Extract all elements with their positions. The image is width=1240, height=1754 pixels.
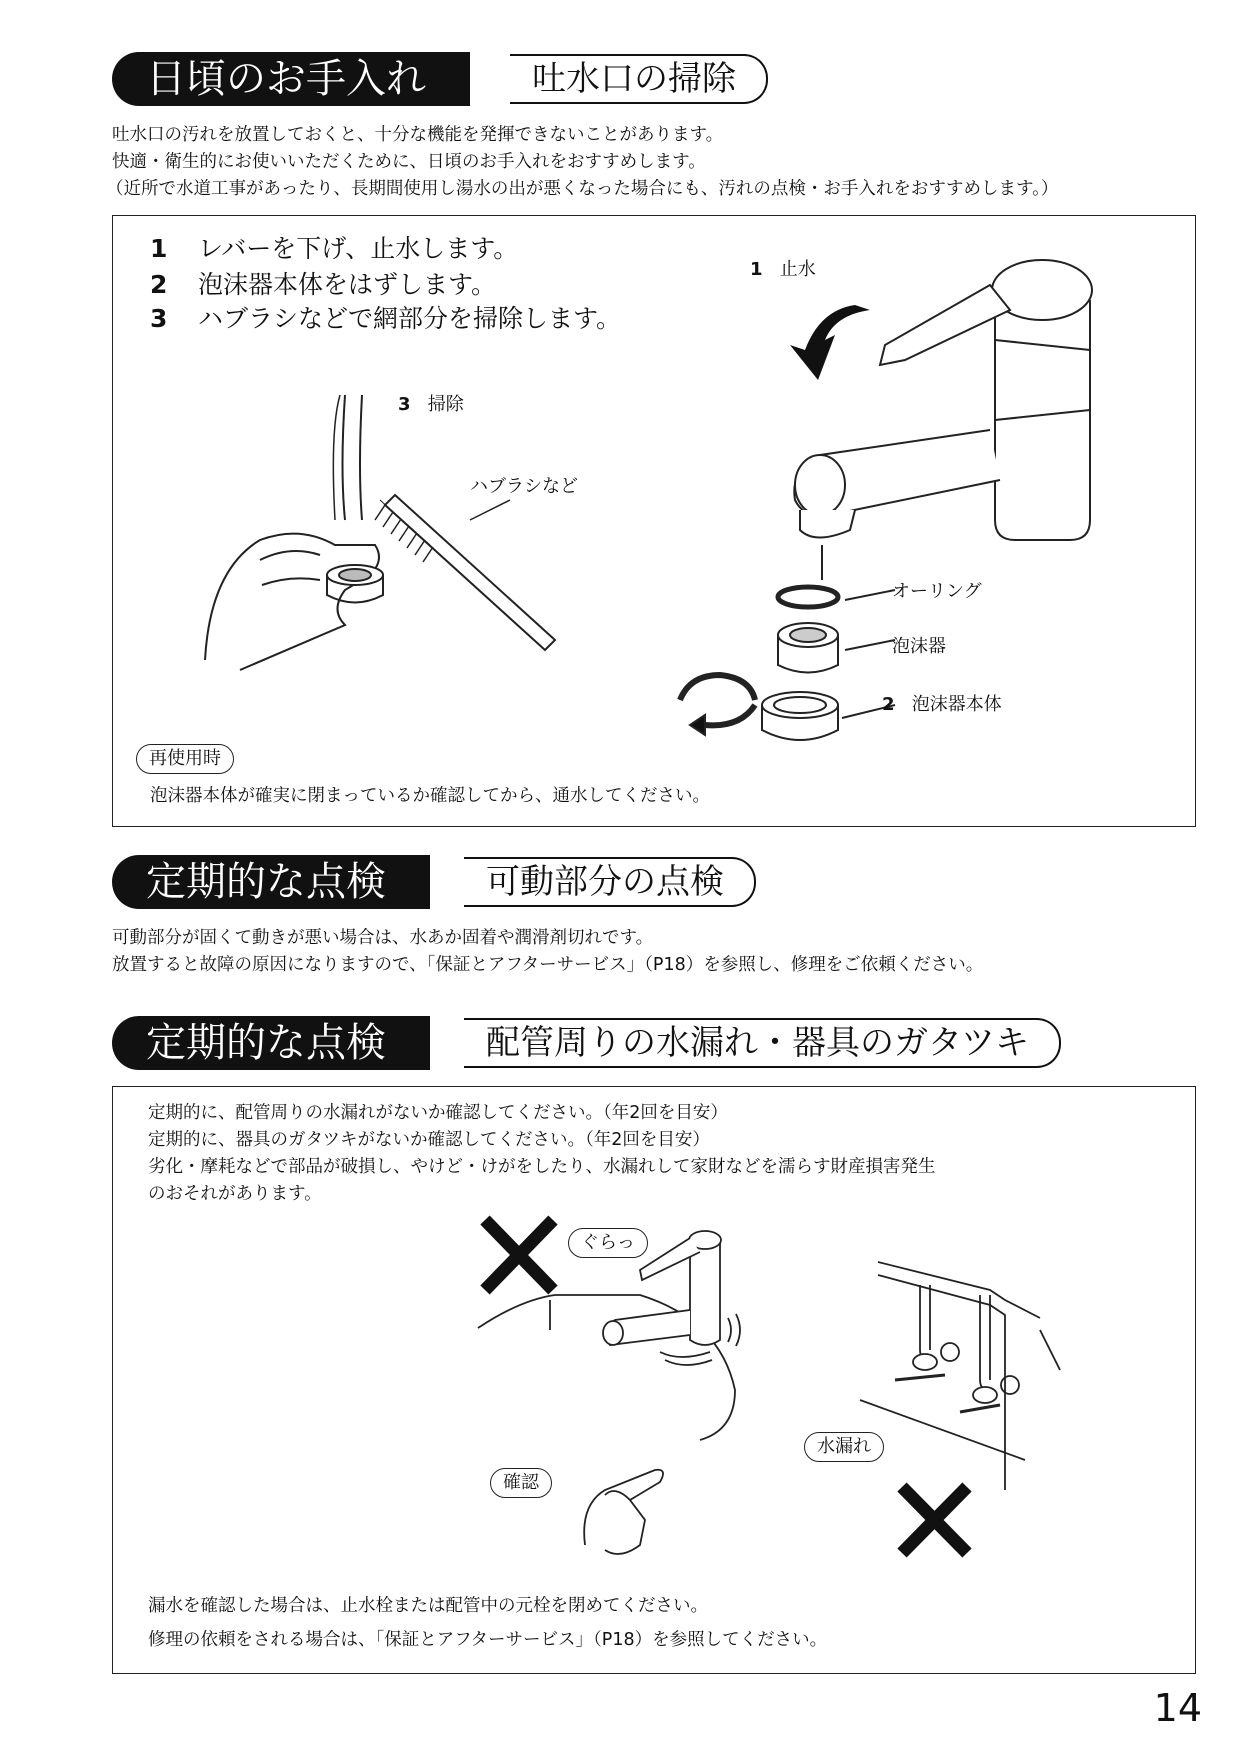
label-brush: ハブラシなど [470, 476, 578, 497]
section3-title: 定期的な点検 [112, 1016, 430, 1070]
section3-intro-1: 定期的に、配管周りの水漏れがないか確認してください。（年2回を目安） [148, 1103, 728, 1123]
section3-intro-4: のおそれがあります。 [148, 1184, 322, 1204]
section3-subtitle: 配管周りの水漏れ・器具のガタツキ [464, 1018, 1061, 1068]
section2-title: 定期的な点検 [112, 855, 430, 909]
check-tag: 確認 [490, 1468, 552, 1498]
wobble-tag: ぐらっ [568, 1228, 648, 1258]
section1-intro-1: 吐水口の汚れを放置しておくと、十分な機能を発揮できないことがあります。 [112, 125, 724, 145]
label-clean-text: 掃除 [427, 394, 464, 415]
label-stop-text: 止水 [779, 259, 816, 280]
label-clean-num: 3 [398, 394, 411, 415]
section1-title: 日頃のお手入れ [112, 52, 470, 106]
section2-intro-2: 放置すると故障の原因になりますので、「保証とアフターサービス」（P18）を参照し、修理をご依頼ください。 [112, 955, 984, 975]
leak-tag: 水漏れ [804, 1432, 884, 1462]
section1-subtitle: 吐水口の掃除 [510, 54, 768, 104]
section3-note-2: 修理の依頼をされる場合は、「保証とアフターサービス」（P18）を参照してください。 [148, 1630, 828, 1650]
section3-intro-3: 劣化・摩耗などで部品が破損し、やけど・けがをしたり、水漏れして家財などを濡らす財産損害発生 [148, 1157, 936, 1177]
step-1-num: 1 [150, 234, 168, 263]
reuse-tag: 再使用時 [136, 744, 234, 774]
page-number: 14 [1153, 1686, 1202, 1730]
section1-intro-3: （近所で水道工事があったり、長期間使用し湯水の出が悪くなった場合にも、汚れの点検・お手入れをおすすめします。） [106, 179, 1059, 199]
reuse-note: 泡沫器本体が確実に閉まっているか確認してから、通水してください。 [150, 786, 710, 806]
step-3-num: 3 [150, 304, 168, 333]
label-aerator: 泡沫器 [892, 636, 946, 657]
step-3-text: ハブラシなどで網部分を掃除します。 [198, 304, 622, 333]
step-2-text: 泡沫器本体をはずします。 [198, 270, 497, 299]
label-stop-num: 1 [750, 259, 763, 280]
step-1-text: レバーを下げ、止水します。 [198, 234, 519, 263]
step-2-num: 2 [150, 270, 168, 299]
section2-intro-1: 可動部分が固くて動きが悪い場合は、水あか固着や潤滑剤切れです。 [112, 928, 654, 948]
label-body-num: 2 [882, 694, 895, 715]
label-body-text: 泡沫器本体 [911, 694, 1002, 715]
label-oring: オーリング [892, 581, 982, 602]
section3-note-1: 漏水を確認した場合は、止水栓または配管中の元栓を閉めてください。 [148, 1596, 708, 1616]
section2-subtitle: 可動部分の点検 [464, 857, 756, 907]
section3-intro-2: 定期的に、器具のガタツキがないか確認してください。（年2回を目安） [148, 1130, 710, 1150]
section1-intro-2: 快適・衛生的にお使いいただくために、日頃のお手入れをおすすめします。 [112, 152, 706, 172]
